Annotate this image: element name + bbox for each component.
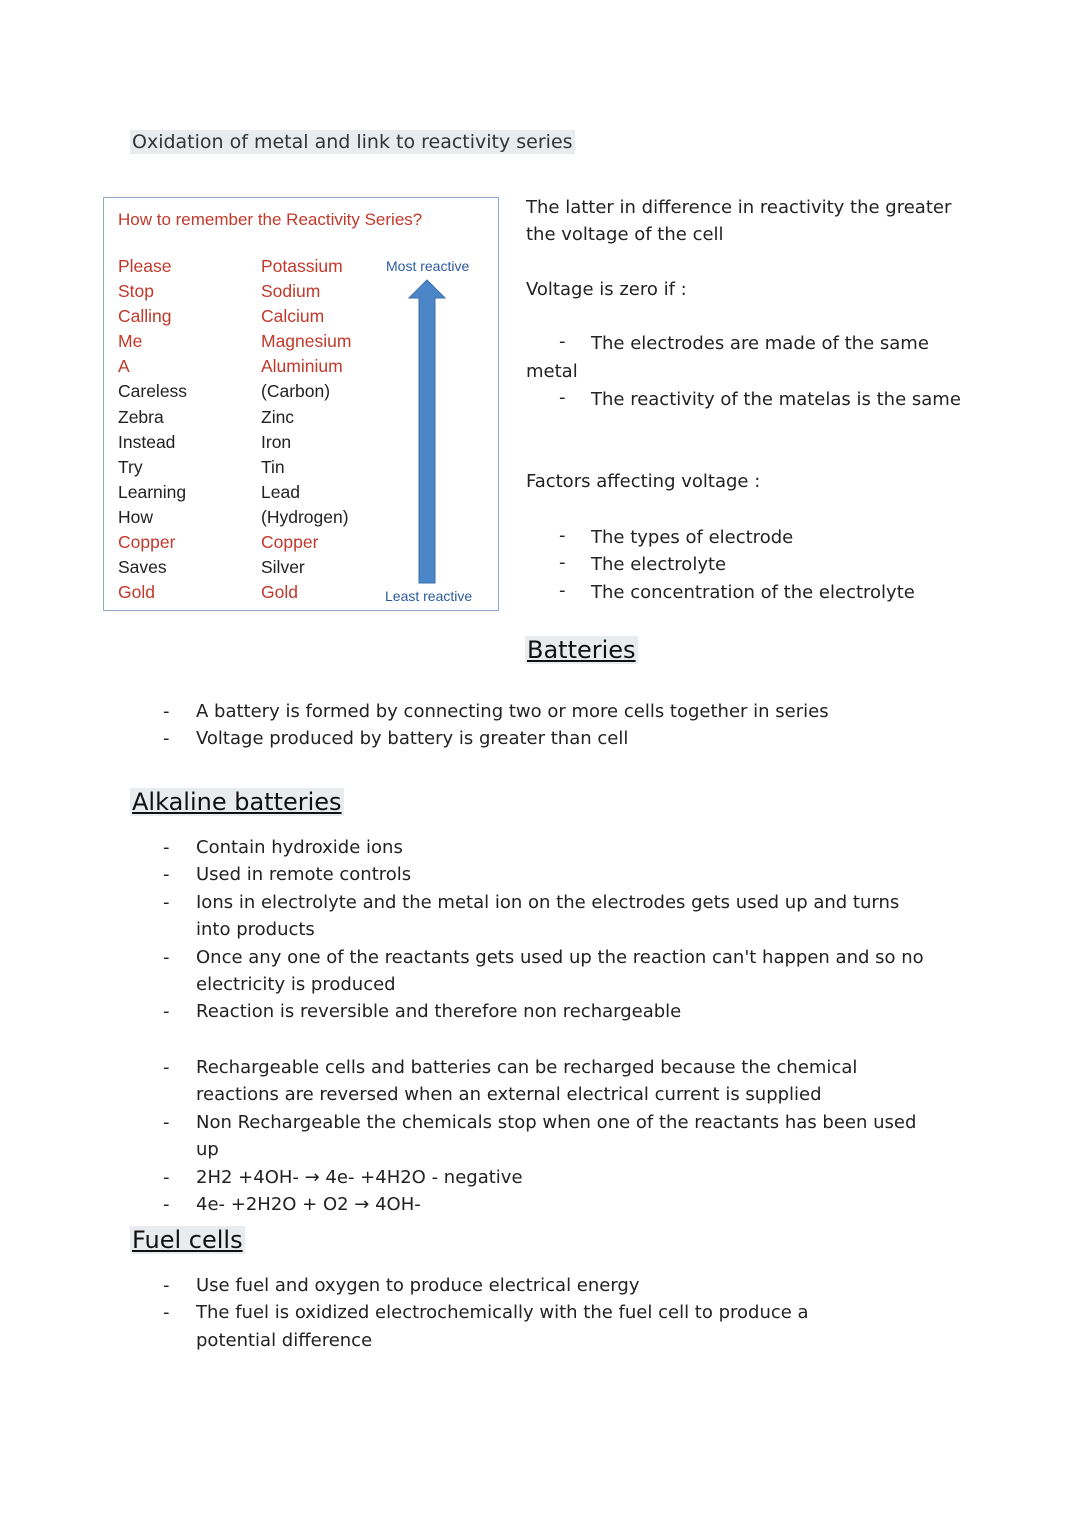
- reactivity-box-title: How to remember the Reactivity Series?: [118, 210, 423, 229]
- list-item: - Rechargeable cells and batteries can be recharged because the chemical reactions are reversed when an external electrical current is supplied: [163, 1054, 943, 1109]
- element-name: Iron: [261, 431, 292, 452]
- voltage-zero-item: The electrodes are made of the same: [591, 333, 929, 354]
- element-name: Sodium: [261, 281, 321, 302]
- mnemonic-word: How: [118, 506, 154, 527]
- mnemonic-word: Instead: [118, 431, 176, 452]
- element-name: Aluminium: [261, 356, 343, 377]
- alkaline-list-2: [163, 1054, 943, 1218]
- list-item: - Reaction is reversible and therefore non rechargeable: [163, 998, 933, 1025]
- batteries-heading: Batteries: [527, 636, 636, 664]
- page-title: Oxidation of metal and link to reactivity series: [132, 131, 573, 153]
- element-name: Potassium: [261, 256, 343, 276]
- element-name: (Hydrogen): [261, 506, 349, 527]
- factor-item: The electrolyte: [591, 554, 727, 575]
- list-item: - Voltage produced by battery is greater than cell: [163, 725, 923, 752]
- dash: -: [559, 331, 566, 352]
- list-item: - Used in remote controls: [163, 861, 933, 888]
- equation-item: - 2H2 +4OH- → 4e- +4H2O - negative: [163, 1164, 943, 1191]
- voltage-note-line: The latter in difference in reactivity the greater: [526, 197, 952, 218]
- reactivity-series-box: [103, 197, 499, 611]
- mnemonic-word: Stop: [118, 281, 154, 302]
- dash: -: [559, 580, 566, 601]
- mnemonic-word: Me: [118, 331, 143, 352]
- factor-item: The types of electrode: [591, 527, 794, 548]
- list-item: - Ions in electrolyte and the metal ion on the electrodes gets used up and turns into products: [163, 889, 933, 944]
- mnemonic-word: Please: [118, 256, 172, 276]
- element-name: Magnesium: [261, 331, 352, 352]
- mnemonic-word: Learning: [118, 481, 187, 502]
- voltage-note: [526, 194, 951, 248]
- voltage-zero-item-cont: metal: [526, 361, 578, 382]
- mnemonic-word: A: [118, 356, 130, 377]
- factor-item: The concentration of the electrolyte: [591, 582, 915, 603]
- dash: -: [559, 387, 566, 408]
- factors-heading: Factors affecting voltage :: [526, 471, 761, 492]
- batteries-list: [163, 698, 923, 753]
- list-item: - A battery is formed by connecting two or more cells together in series: [163, 698, 923, 725]
- alkaline-heading: Alkaline batteries: [132, 788, 342, 816]
- element-name: Calcium: [261, 306, 325, 327]
- mnemonic-word: Try: [118, 456, 143, 477]
- equation-item: - 4e- +2H2O + O2 → 4OH-: [163, 1191, 943, 1218]
- fuel-cells-heading: Fuel cells: [132, 1226, 243, 1254]
- list-item: - Contain hydroxide ions: [163, 834, 933, 861]
- element-name: (Carbon): [261, 381, 331, 402]
- mnemonic-word: Gold: [118, 582, 155, 603]
- element-name: Copper: [261, 532, 319, 553]
- mnemonic-word: Careless: [118, 381, 188, 402]
- mnemonic-word: Zebra: [118, 406, 164, 427]
- element-name: Silver: [261, 557, 305, 578]
- least-reactive-label: Least reactive: [385, 588, 473, 604]
- fuel-cells-list: [163, 1272, 883, 1354]
- mnemonic-word: Copper: [118, 532, 176, 553]
- element-list: [261, 254, 351, 605]
- list-item: - The fuel is oxidized electrochemically with the fuel cell to produce a potential difference: [163, 1299, 883, 1354]
- element-name: Gold: [261, 582, 298, 603]
- list-item: - Non Rechargeable the chemicals stop when one of the reactants has been used up: [163, 1109, 943, 1164]
- list-item: - Once any one of the reactants gets used up the reaction can't happen and so no electricity is produced: [163, 944, 933, 999]
- element-name: Tin: [261, 456, 285, 477]
- mnemonic-word: Calling: [118, 306, 172, 327]
- voltage-note-line: the voltage of the cell: [526, 224, 724, 245]
- element-name: Lead: [261, 481, 300, 502]
- voltage-zero-item: The reactivity of the matelas is the same: [591, 389, 961, 410]
- element-name: Zinc: [261, 406, 295, 427]
- list-item: - Use fuel and oxygen to produce electrical energy: [163, 1272, 883, 1299]
- mnemonic-list: [118, 254, 187, 605]
- mnemonic-word: Saves: [118, 557, 167, 578]
- most-reactive-label: Most reactive: [386, 258, 470, 274]
- dash: -: [559, 552, 566, 573]
- voltage-zero-heading: Voltage is zero if :: [526, 279, 687, 300]
- alkaline-list: [163, 834, 933, 1026]
- dash: -: [559, 525, 566, 546]
- reactivity-arrow-icon: [407, 278, 447, 588]
